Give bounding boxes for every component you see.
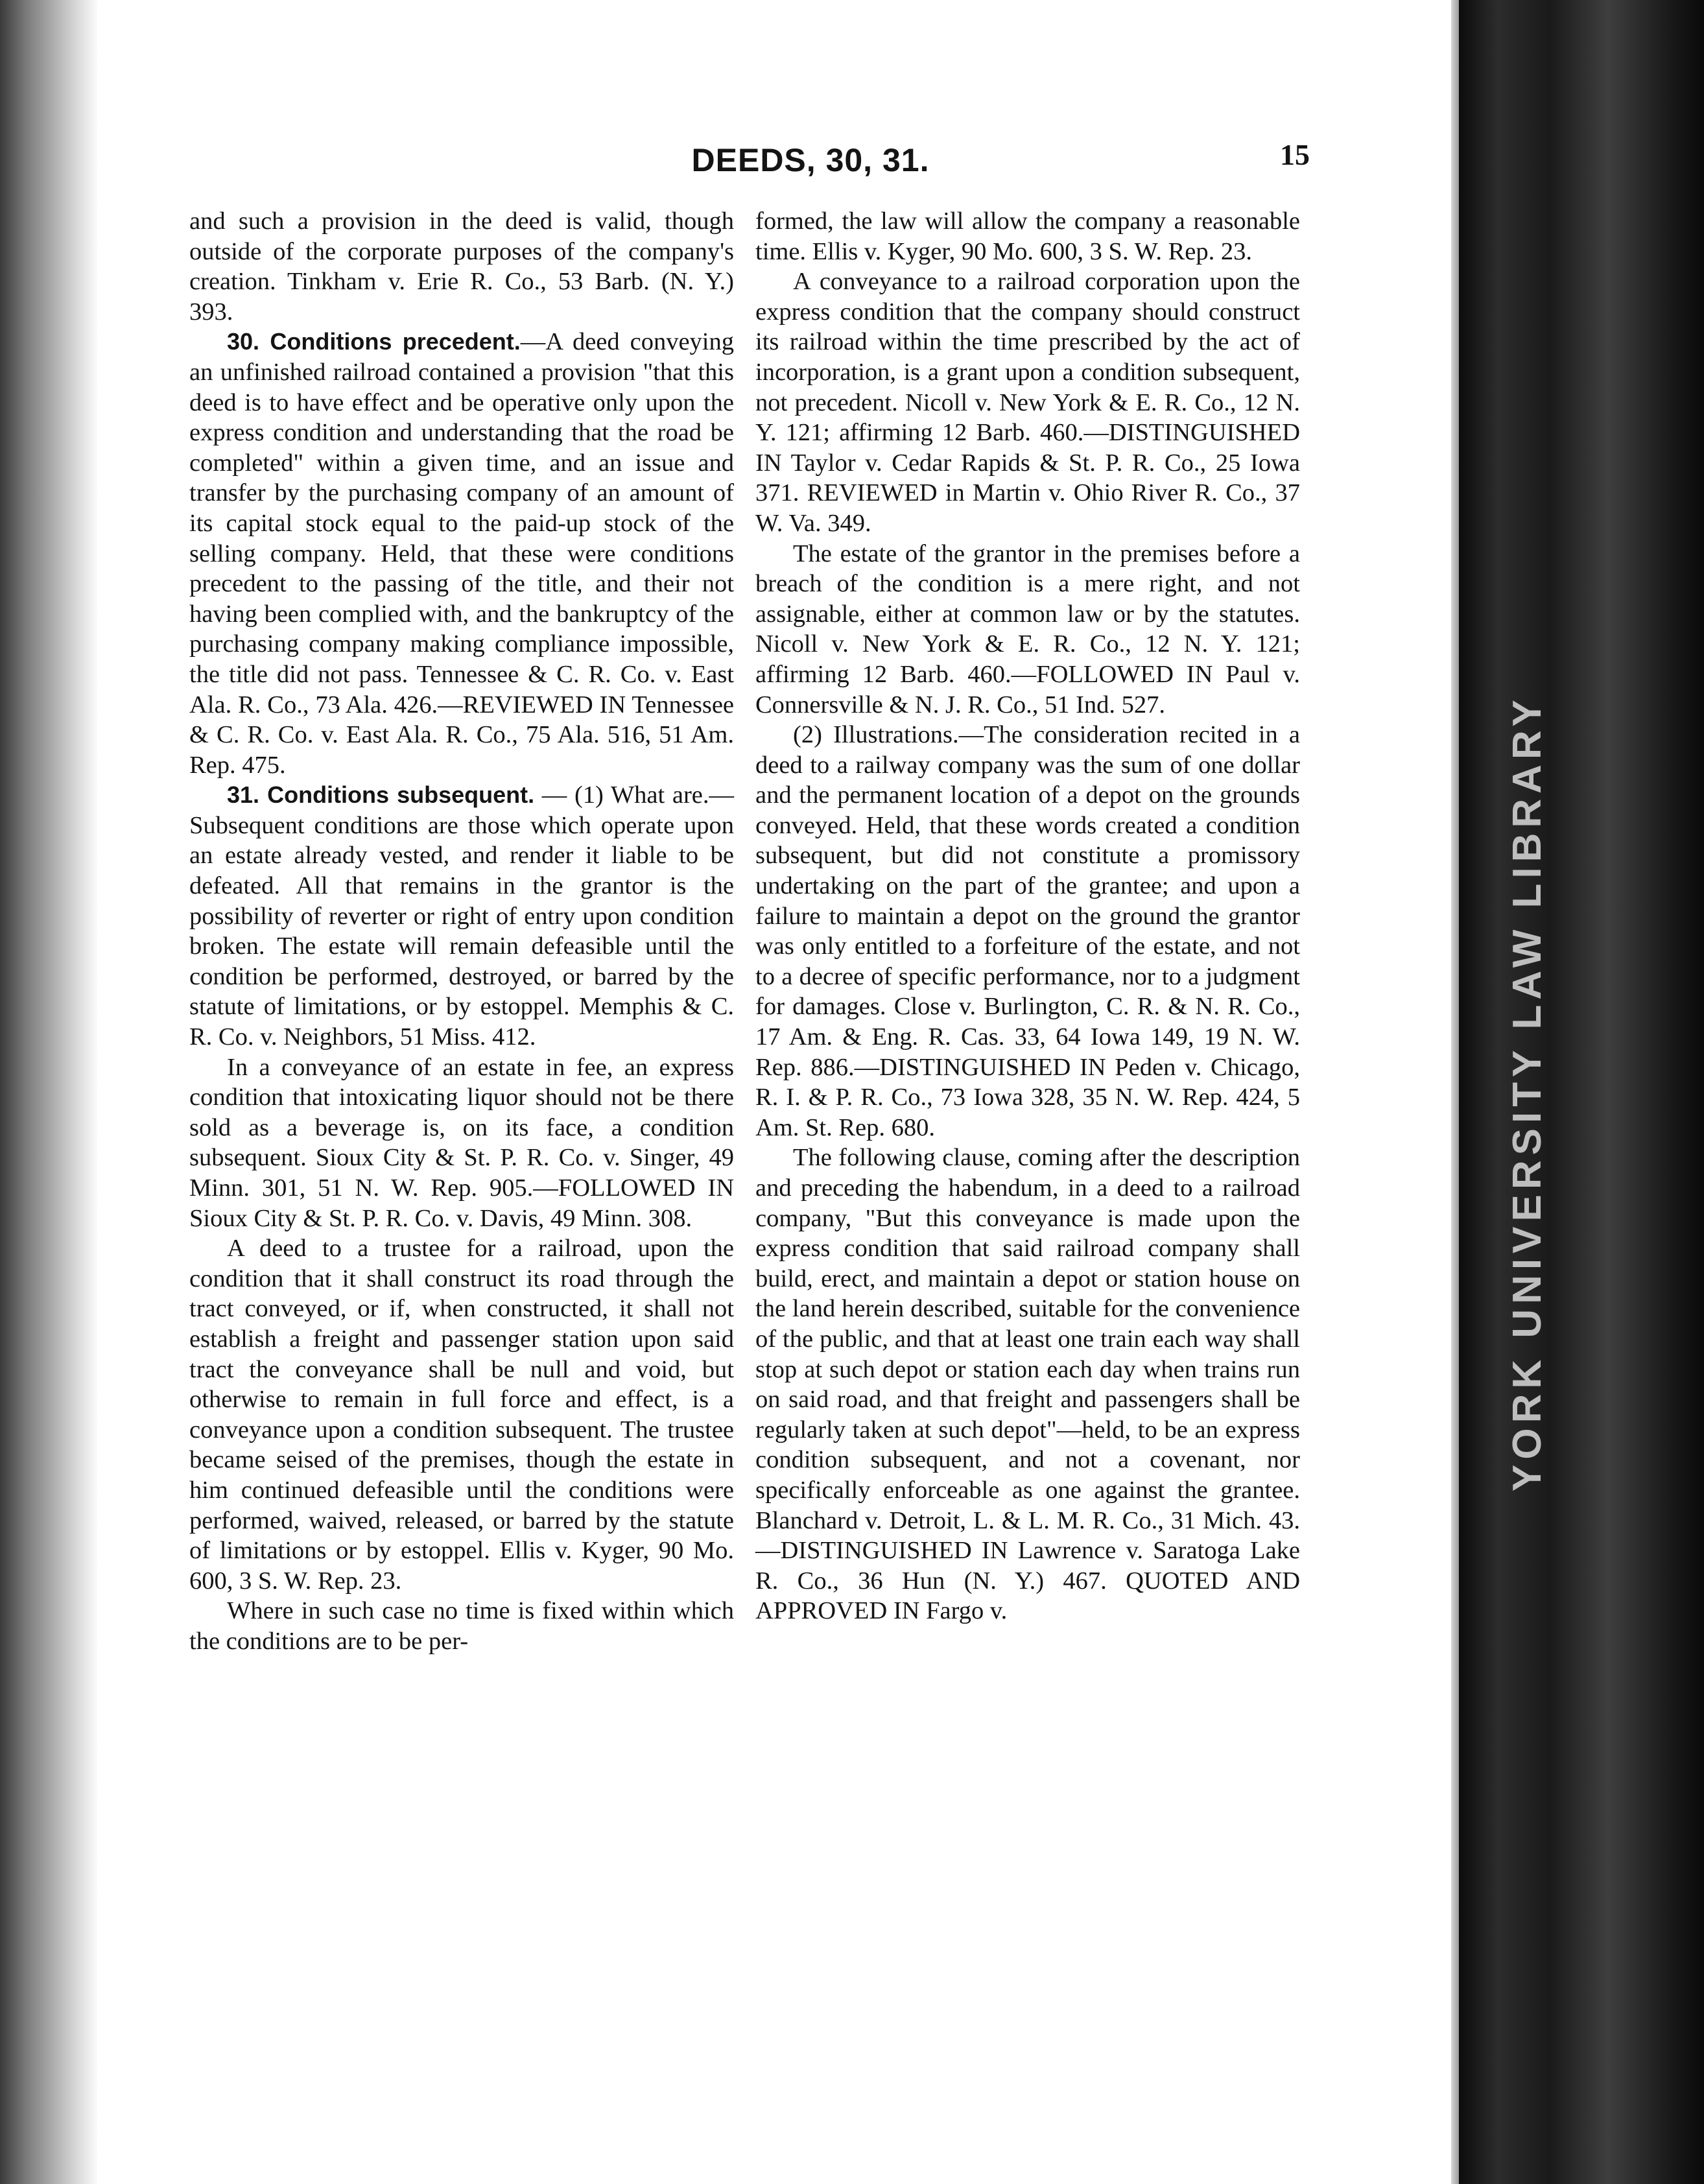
paragraph: (2) Illustrations.—The consideration recited in a deed to a railway company was the sum of one dollar and the permanent location of a depot on the grounds conveyed. Held, that these words created a condition subsequent, but did not constitute a promissory undertaking on the part of the grantee; and upon a failure to maintain a depot on the ground the grantor was only entitled to a forfeiture of the estate, and not to a decree of specific performance, nor to a judgment for damages. Close v. Burlington, C. R. & N. R. Co., 17 Am. & Eng. R. Cas. 33, 64 Iowa 149, 19 N. W. Rep. 886.—DISTINGUISHED IN Peden v. Chicago, R. I. & P. R. Co., 73 Iowa 328, 35 N. W. Rep. 424, 5 Am. St. Rep. 680. [755, 721, 1300, 1141]
page-number: 15 [1280, 138, 1310, 171]
paragraph: The estate of the grantor in the premises before a breach of the condition is a mere right, and not assignable, either at common law or by the statutes. Nicoll v. New York & E. R. Co., 12 N. Y. 121; affirming 12 Barb. 460.—FOLLOWED IN Paul v. Connersville & N. J. R. Co., 51 Ind. 527. [755, 540, 1300, 718]
section-heading: 31. Conditions subsequent. [227, 781, 535, 809]
left-column [189, 206, 734, 1657]
section-text: — (1) What are.—Subsequent conditions are those which operate upon an estate already vested, and render it liable to be defeated. All that remains in the grantor is the possibility of reverter or right of entry upon condition broken. The estate will remain defeasible until the condition be performed, destroyed, or barred by the statute of limitations, or by estoppel. Memphis & C. R. Co. v. Neighbors, 51 Miss. 412. [189, 781, 734, 1051]
section-heading: 30. Conditions precedent. [227, 328, 521, 355]
paragraph: A deed to a trustee for a railroad, upon the condition that it shall construct its road through the tract conveyed, or if, when constructed, it shall not establish a freight and passenger station upon said tract the conveyance shall be null and void, but otherwise to remain in full force and effect, is a conveyance upon a condition subsequent. The trustee became seised of the premises, though the estate in him continued defeasible until the conditions were performed, waived, released, or barred by the statute of limitations or by estoppel. Ellis v. Kyger, 90 Mo. 600, 3 S. W. Rep. 23. [189, 1235, 734, 1595]
paragraph: formed, the law will allow the company a reasonable time. Ellis v. Kyger, 90 Mo. 600, 3 S. W. Rep. 23. [755, 208, 1300, 265]
section-30 [189, 327, 734, 780]
spine-library-stamp: YORK UNIVERSITY LAW LIBRARY [1505, 694, 1550, 1491]
right-column [755, 206, 1300, 1626]
paragraph: The following clause, coming after the description and preceding the habendum, in a deed to a railroad company, "But this conveyance is made upon the express condition that said railroad company shall build, erect, and maintain a depot or station house on the land herein described, suitable for the convenience of the public, and that at least one train each way shall stop at such depot or station each day when trains run on said road, and that freight and passengers shall be regularly taken at such depot"—held, to be an express condition subsequent, and not a covenant, nor specifically enforceable as one against the grantee. Blanchard v. Detroit, L. & L. M. R. Co., 31 Mich. 43.—DISTINGUISHED IN Lawrence v. Saratoga Lake R. Co., 36 Hun (N. Y.) 467. QUOTED AND APPROVED IN Fargo v. [755, 1144, 1300, 1625]
paragraph: A conveyance to a railroad corporation upon the express condition that the company should construct its railroad within the time prescribed by the act of incorporation, is a grant upon a condition subsequent, not precedent. Nicoll v. New York & E. R. Co., 12 N. Y. 121; affirming 12 Barb. 460.—DISTINGUISHED IN Taylor v. Cedar Rapids & St. P. R. Co., 25 Iowa 371. REVIEWED in Martin v. Ohio River R. Co., 37 W. Va. 349. [755, 268, 1300, 537]
paragraph: Where in such case no time is fixed within which the conditions are to be per- [189, 1597, 734, 1655]
section-text: —A deed conveying an unfinished railroad contained a provision "that this deed is to have effect and be operative only upon the express condition and understanding that the road be completed" within a given time, and an issue and transfer by the purchasing company of an amount of its capital stock equal to the paid-up stock of the selling company. Held, that these were conditions precedent to the passing of the title, and their not having been complied with, and the bankruptcy of the purchasing company making compliance impossible, the title did not pass. Tennessee & C. R. Co. v. East Ala. R. Co., 73 Ala. 426.—REVIEWED IN Tennessee & C. R. Co. v. East Ala. R. Co., 75 Ala. 516, 51 Am. Rep. 475. [189, 328, 734, 779]
section-31 [189, 780, 734, 1052]
book-spine [1459, 0, 1704, 2184]
paragraph: In a conveyance of an estate in fee, an express condition that intoxicating liquor should not be there sold as a beverage is, on its face, a condition subsequent. Sioux City & St. P. R. Co. v. Singer, 49 Minn. 301, 51 N. W. Rep. 905.—FOLLOWED IN Sioux City & St. P. R. Co. v. Davis, 49 Minn. 308. [189, 1053, 734, 1232]
running-head: DEEDS, 30, 31. [691, 142, 930, 178]
left-page-gutter [0, 0, 97, 2184]
paragraph: and such a provision in the deed is valid, though outside of the corporate purposes of the company's creation. Tinkham v. Erie R. Co., 53 Barb. (N. Y.) 393. [189, 208, 734, 326]
